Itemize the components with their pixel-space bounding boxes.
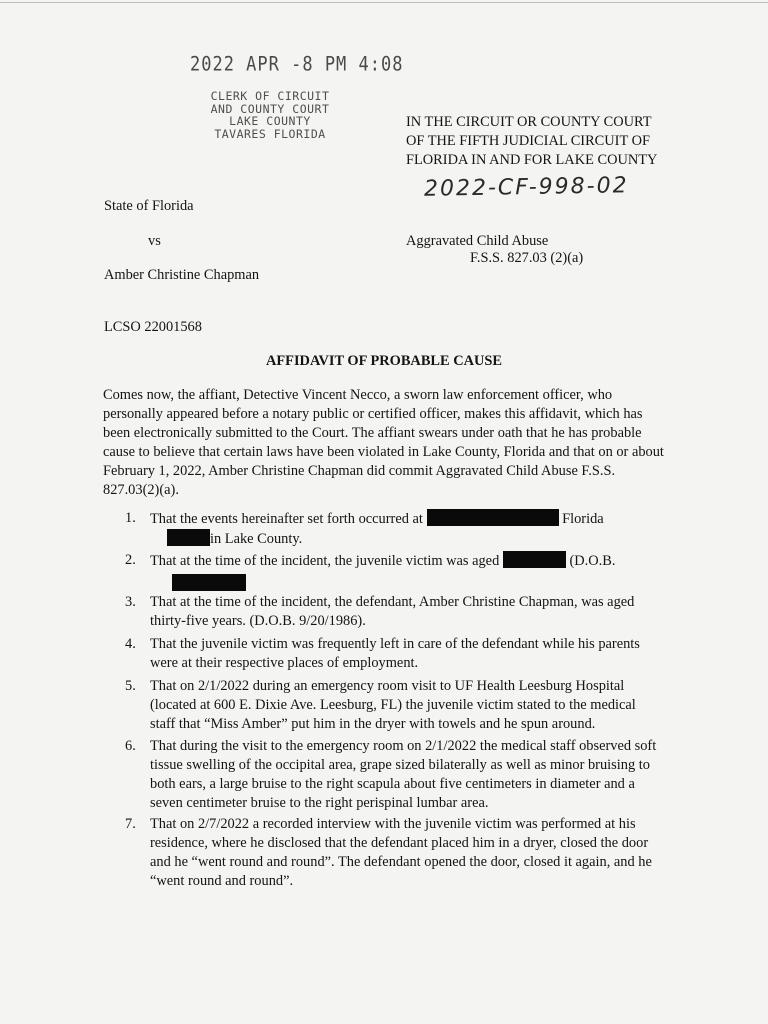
court-heading: [406, 113, 706, 170]
redaction-box: [172, 574, 246, 591]
clerk-stamp: [200, 90, 340, 140]
list-item: [125, 593, 660, 631]
page-top-edge: [0, 2, 768, 3]
charge-name: Aggravated Child Abuse: [406, 233, 549, 249]
clerk-stamp-line: CLERK OF CIRCUIT: [210, 89, 330, 103]
list-item: [125, 677, 660, 734]
court-heading-line: FLORIDA IN AND FOR LAKE COUNTY: [406, 152, 658, 168]
intro-paragraph: Comes now, the affiant, Detective Vincent Necco, a sworn law enforcement officer, who personally appeared before a notary public or certified officer, makes this affidavit, which has been electronically submitted to the Court. The affiant swears under oath that he has probable cause to believe that certain laws have been violated in Lake County, Florida and that on or about February 1, 2022, Amber Christine Chapman did commit Aggravated Child Abuse F.S.S. 827.03(2)(a).: [103, 387, 664, 498]
item-text: That during the visit to the emergency room on 2/1/2022 the medical staff observed soft tissue swelling of the occipital area, grape sized bilaterally as well as minor bruising to both ears, a large bruise to the right scapula about five centimeters in diameter and a seven centimeter bruise to the right perispinal lumbar area.: [150, 738, 657, 811]
item-text: in Lake County.: [210, 531, 303, 547]
item-number: 3.: [125, 594, 136, 610]
list-item: [125, 551, 660, 594]
item-text: That the juvenile victim was frequently left in care of the defendant while his parents were at their respective places of employment.: [150, 636, 640, 671]
clerk-stamp-line: LAKE COUNTY: [229, 114, 311, 128]
court-heading-line: OF THE FIFTH JUDICIAL CIRCUIT OF: [406, 133, 650, 149]
item-text: That on 2/7/2022 a recorded interview with the juvenile victim was performed at his residence, where he disclosed that the defendant placed him in a dryer, closed the door and he “went round and round”. The defendant opened the door, closed it again, and he “went round and round”.: [150, 816, 652, 889]
redaction-box: [503, 551, 566, 568]
item-number: 1.: [125, 510, 136, 526]
defendant: Amber Christine Chapman: [104, 267, 260, 283]
item-number: 4.: [125, 636, 136, 652]
clerk-stamp-line: AND COUNTY COURT: [210, 101, 330, 116]
item-text: That at the time of the incident, the defendant, Amber Christine Chapman, was aged thirty-five years. (D.O.B. 9/20/1986).: [150, 594, 635, 629]
report-number: LCSO 22001568: [104, 319, 202, 335]
item-number: 5.: [125, 678, 136, 694]
charge-statute: F.S.S. 827.03 (2)(a): [470, 250, 584, 266]
item-text: That the events hereinafter set forth occurred at: [150, 511, 423, 527]
item-number: 2.: [125, 552, 136, 568]
versus: vs: [148, 233, 161, 249]
redaction-box: [427, 509, 559, 526]
item-text: That at the time of the incident, the juvenile victim was aged: [150, 553, 500, 569]
item-text: (D.O.B.: [569, 553, 616, 569]
court-heading-line: IN THE CIRCUIT OR COUNTY COURT: [406, 114, 652, 130]
plaintiff: State of Florida: [104, 198, 194, 214]
document-title: AFFIDAVIT OF PROBABLE CAUSE: [265, 353, 503, 369]
list-item: [125, 815, 660, 891]
item-number: 6.: [125, 738, 136, 754]
redaction-box: [167, 529, 210, 546]
list-item: [125, 737, 660, 813]
list-item: [125, 509, 660, 549]
handwritten-case-number: 2022-CF-998-02: [423, 173, 629, 202]
item-text: Florida: [562, 511, 604, 527]
item-number: 7.: [125, 816, 136, 832]
clerk-stamp-line: TAVARES FLORIDA: [214, 126, 326, 141]
list-item: [125, 635, 660, 673]
clerk-stamp-time: 2022 APR -8 PM 4:08: [190, 53, 404, 77]
item-text: That on 2/1/2022 during an emergency room visit to UF Health Leesburg Hospital (located at 600 E. Dixie Ave. Leesburg, FL) the juvenile victim stated to the medical staff that “Miss Amber” put him in the dryer with towels and he spun around.: [150, 678, 636, 732]
